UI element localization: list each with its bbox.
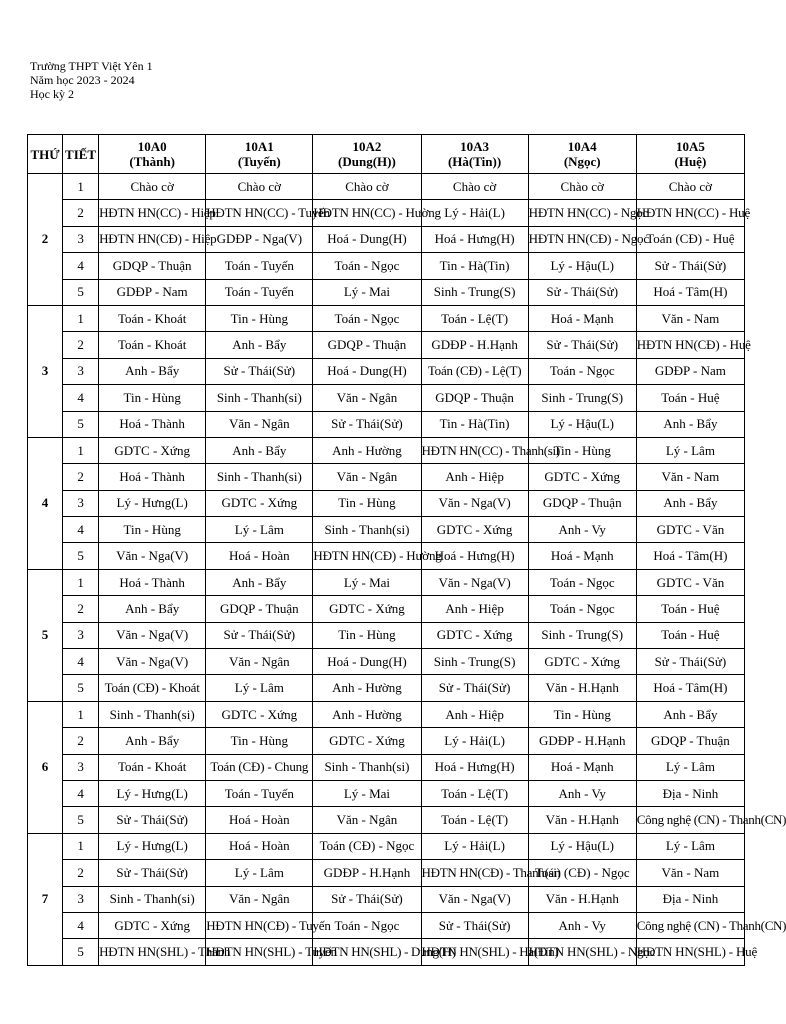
document-header — [30, 59, 153, 101]
lesson-cell: Toán - Huệ — [636, 622, 744, 648]
lesson-cell: Văn - Nam — [636, 305, 744, 331]
lesson-cell: HĐTN HN(CC) - Hường — [313, 200, 421, 226]
period-cell: 5 — [63, 279, 99, 305]
class-homeroom-teacher: (Hà(Tin)) — [447, 154, 502, 169]
lesson-cell: Lý - Hải(L) — [421, 200, 528, 226]
semester: Học kỳ 2 — [30, 87, 74, 101]
lesson-cell: Chào cờ — [421, 174, 528, 200]
lesson-cell: Sinh - Thanh(si) — [313, 754, 421, 780]
lesson-cell: Hoá - Hưng(H) — [421, 754, 528, 780]
period-cell: 3 — [63, 622, 99, 648]
lesson-cell: GDTC - Văn — [636, 569, 744, 595]
column-header-class — [99, 135, 206, 174]
period-cell: 4 — [63, 649, 99, 675]
day-cell: 4 — [28, 437, 63, 569]
lesson-cell: Toán - Khoát — [99, 305, 206, 331]
lesson-cell: Văn - Ngân — [313, 385, 421, 411]
lesson-cell: Anh - Bẩy — [99, 596, 206, 622]
table-row — [28, 754, 745, 780]
lesson-cell: Văn - Nga(V) — [99, 622, 206, 648]
lesson-cell: Sinh - Trung(S) — [421, 649, 528, 675]
lesson-cell: Toán (CĐ) - Chung — [206, 754, 313, 780]
lesson-cell: Hoá - Tâm(H) — [636, 675, 744, 701]
class-homeroom-teacher: (Ngọc) — [563, 154, 601, 169]
table-row — [28, 279, 745, 305]
lesson-cell: Lý - Hải(L) — [421, 728, 528, 754]
column-header-class — [421, 135, 528, 174]
lesson-cell: Sử - Thái(Sử) — [636, 649, 744, 675]
day-cell: 7 — [28, 833, 63, 965]
lesson-cell: GDQP - Thuận — [206, 596, 313, 622]
table-row — [28, 385, 745, 411]
class-homeroom-teacher: (Huệ) — [674, 154, 707, 169]
lesson-cell: Hoá - Dung(H) — [313, 649, 421, 675]
lesson-cell: Anh - Bẩy — [636, 411, 744, 437]
lesson-cell: Lý - Hậu(L) — [528, 833, 636, 859]
lesson-cell: Toán - Huệ — [636, 596, 744, 622]
lesson-cell: Lý - Hậu(L) — [528, 253, 636, 279]
lesson-cell: Văn - Ngân — [313, 807, 421, 833]
lesson-cell: GDQP - Thuận — [313, 332, 421, 358]
period-cell: 4 — [63, 517, 99, 543]
period-cell: 5 — [63, 939, 99, 965]
lesson-cell: Sử - Thái(Sử) — [636, 253, 744, 279]
lesson-cell: Chào cờ — [636, 174, 744, 200]
lesson-cell: HĐTN HN(CĐ) - Hường — [313, 543, 421, 569]
table-row — [28, 226, 745, 252]
lesson-cell: Sinh - Trung(S) — [528, 385, 636, 411]
period-cell: 5 — [63, 675, 99, 701]
lesson-cell: HĐTN HN(CĐ) - Tuyến — [206, 912, 313, 938]
period-cell: 2 — [63, 200, 99, 226]
table-row — [28, 622, 745, 648]
lesson-cell: Sử - Thái(Sử) — [421, 912, 528, 938]
lesson-cell: Sinh - Trung(S) — [421, 279, 528, 305]
lesson-cell: Toán - Khoát — [99, 332, 206, 358]
lesson-cell: Tin - Hùng — [313, 490, 421, 516]
table-row — [28, 649, 745, 675]
lesson-cell: Công nghệ (CN) - Thanh(CN) — [636, 912, 744, 938]
lesson-cell: Lý - Lâm — [206, 517, 313, 543]
lesson-cell: Hoá - Thành — [99, 411, 206, 437]
day-cell: 6 — [28, 701, 63, 833]
lesson-cell: GDTC - Văn — [636, 517, 744, 543]
lesson-cell: Toán (CĐ) - Huệ — [636, 226, 744, 252]
period-cell: 2 — [63, 860, 99, 886]
lesson-cell: Địa - Ninh — [636, 886, 744, 912]
lesson-cell: GDQP - Thuận — [636, 728, 744, 754]
lesson-cell: HĐTN HN(CC) - Thanh(si) — [421, 437, 528, 463]
lesson-cell: Toán - Khoát — [99, 754, 206, 780]
lesson-cell: Sử - Thái(Sử) — [313, 886, 421, 912]
lesson-cell: Tin - Hùng — [313, 622, 421, 648]
lesson-cell: Toán - Lệ(T) — [421, 807, 528, 833]
lesson-cell: Văn - Ngân — [313, 464, 421, 490]
lesson-cell: Anh - Bẩy — [99, 728, 206, 754]
lesson-cell: GDĐP - Nam — [99, 279, 206, 305]
lesson-cell: HĐTN HN(CĐ) - Thanh(si) — [421, 860, 528, 886]
period-cell: 3 — [63, 358, 99, 384]
table-row — [28, 253, 745, 279]
lesson-cell: Toán - Huệ — [636, 385, 744, 411]
lesson-cell: GDQP - Thuận — [421, 385, 528, 411]
lesson-cell: Lý - Lâm — [636, 833, 744, 859]
lesson-cell: Văn - Ngân — [206, 411, 313, 437]
lesson-cell: GDTC - Xứng — [99, 437, 206, 463]
lesson-cell: Anh - Hiệp — [421, 464, 528, 490]
lesson-cell: Hoá - Tâm(H) — [636, 543, 744, 569]
lesson-cell: Sử - Thái(Sử) — [206, 358, 313, 384]
column-header-class — [528, 135, 636, 174]
lesson-cell: Văn - Nga(V) — [421, 886, 528, 912]
lesson-cell: Tin - Hùng — [206, 305, 313, 331]
lesson-cell: Văn - H.Hạnh — [528, 886, 636, 912]
lesson-cell: Sinh - Thanh(si) — [99, 701, 206, 727]
lesson-cell: Hoá - Mạnh — [528, 754, 636, 780]
period-cell: 5 — [63, 543, 99, 569]
lesson-cell: Anh - Vy — [528, 912, 636, 938]
lesson-cell: Sử - Thái(Sử) — [528, 332, 636, 358]
lesson-cell: GDĐP - H.Hạnh — [313, 860, 421, 886]
column-header-thu: THỨ — [28, 135, 63, 174]
period-cell: 2 — [63, 596, 99, 622]
lesson-cell: Sinh - Thanh(si) — [313, 517, 421, 543]
lesson-cell: Toán (CĐ) - Ngọc — [528, 860, 636, 886]
lesson-cell: Toán - Ngọc — [528, 358, 636, 384]
lesson-cell: GDĐP - Nga(V) — [206, 226, 313, 252]
class-name: 10A2 — [352, 139, 382, 154]
lesson-cell: Sinh - Thanh(si) — [99, 886, 206, 912]
lesson-cell: Toán (CĐ) - Lệ(T) — [421, 358, 528, 384]
lesson-cell: Sinh - Thanh(si) — [206, 464, 313, 490]
lesson-cell: Chào cờ — [313, 174, 421, 200]
timetable-body — [28, 174, 786, 966]
lesson-cell: Anh - Vy — [528, 780, 636, 806]
lesson-cell: Sử - Thái(Sử) — [313, 411, 421, 437]
lesson-cell: Anh - Hường — [313, 701, 421, 727]
table-row — [28, 200, 745, 226]
timetable-header — [28, 135, 745, 174]
lesson-cell: Văn - Nga(V) — [99, 649, 206, 675]
timetable — [27, 134, 786, 966]
day-cell: 3 — [28, 305, 63, 437]
lesson-cell: Lý - Mai — [313, 780, 421, 806]
lesson-cell: Anh - Hường — [313, 675, 421, 701]
lesson-cell: Toán - Ngọc — [313, 253, 421, 279]
lesson-cell: Lý - Mai — [313, 279, 421, 305]
period-cell: 3 — [63, 226, 99, 252]
lesson-cell: GDTC - Xứng — [206, 490, 313, 516]
lesson-cell: GDQP - Thuận — [99, 253, 206, 279]
period-cell: 1 — [63, 569, 99, 595]
table-row — [28, 939, 745, 965]
lesson-cell: Hoá - Thành — [99, 464, 206, 490]
lesson-cell: HĐTN HN(CC) - Ngọc — [528, 200, 636, 226]
column-header-tiet: TIẾT — [63, 135, 99, 174]
lesson-cell: Anh - Bẩy — [99, 358, 206, 384]
table-row — [28, 464, 745, 490]
lesson-cell: Sử - Thái(Sử) — [99, 807, 206, 833]
lesson-cell: Lý - Hưng(L) — [99, 780, 206, 806]
lesson-cell: Hoá - Dung(H) — [313, 226, 421, 252]
lesson-cell: Toán (CĐ) - Ngọc — [313, 833, 421, 859]
class-name: 10A4 — [567, 139, 597, 154]
period-cell: 2 — [63, 332, 99, 358]
table-row — [28, 517, 745, 543]
lesson-cell: Hoá - Hoàn — [206, 833, 313, 859]
lesson-cell: Anh - Hiệp — [421, 596, 528, 622]
period-cell: 4 — [63, 780, 99, 806]
lesson-cell: Anh - Hiệp — [421, 701, 528, 727]
lesson-cell: Sử - Thái(Sử) — [206, 622, 313, 648]
lesson-cell: GDQP - Thuận — [528, 490, 636, 516]
column-header-class — [313, 135, 421, 174]
table-row — [28, 332, 745, 358]
period-cell: 3 — [63, 490, 99, 516]
day-cell: 5 — [28, 569, 63, 701]
table-row — [28, 833, 745, 859]
lesson-cell: Tin - Hùng — [99, 517, 206, 543]
class-homeroom-teacher: (Tuyến) — [237, 154, 281, 169]
lesson-cell: Toán - Ngọc — [528, 596, 636, 622]
lesson-cell: HĐTN HN(CC) - Hiệp — [99, 200, 206, 226]
lesson-cell: HĐTN HN(SHL) - Huệ — [636, 939, 744, 965]
lesson-cell: GDTC - Xứng — [313, 728, 421, 754]
lesson-cell: GDTC - Xứng — [528, 464, 636, 490]
table-row — [28, 569, 745, 595]
table-row — [28, 305, 745, 331]
period-cell: 1 — [63, 701, 99, 727]
lesson-cell: Hoá - Mạnh — [528, 543, 636, 569]
lesson-cell: Anh - Bẩy — [636, 490, 744, 516]
period-cell: 2 — [63, 728, 99, 754]
lesson-cell: GDTC - Xứng — [421, 622, 528, 648]
lesson-cell: Anh - Bẩy — [206, 332, 313, 358]
lesson-cell: Sử - Thái(Sử) — [99, 860, 206, 886]
lesson-cell: GDTC - Xứng — [528, 649, 636, 675]
class-name: 10A5 — [675, 139, 705, 154]
class-homeroom-teacher: (Thành) — [129, 154, 175, 169]
table-row — [28, 358, 745, 384]
lesson-cell: Hoá - Hoàn — [206, 807, 313, 833]
lesson-cell: Văn - Ngân — [206, 886, 313, 912]
period-cell: 1 — [63, 305, 99, 331]
lesson-cell: Lý - Hậu(L) — [528, 411, 636, 437]
lesson-cell: Anh - Vy — [528, 517, 636, 543]
lesson-cell: Sử - Thái(Sử) — [528, 279, 636, 305]
lesson-cell: Hoá - Mạnh — [528, 305, 636, 331]
lesson-cell: Toán - Lệ(T) — [421, 305, 528, 331]
day-cell: 2 — [28, 174, 63, 306]
lesson-cell: Văn - H.Hạnh — [528, 807, 636, 833]
lesson-cell: Sinh - Trung(S) — [528, 622, 636, 648]
lesson-cell: Anh - Hường — [313, 437, 421, 463]
table-row — [28, 490, 745, 516]
lesson-cell: Toán - Ngọc — [528, 569, 636, 595]
lesson-cell: Hoá - Tâm(H) — [636, 279, 744, 305]
lesson-cell: HĐTN HN(SHL) - Dung(H) — [313, 939, 421, 965]
lesson-cell: Chào cờ — [99, 174, 206, 200]
period-cell: 4 — [63, 385, 99, 411]
lesson-cell: GDĐP - Nam — [636, 358, 744, 384]
lesson-cell: HĐTN HN(SHL) - Thành — [99, 939, 206, 965]
lesson-cell: Lý - Lâm — [206, 675, 313, 701]
table-row — [28, 886, 745, 912]
period-cell: 1 — [63, 174, 99, 200]
lesson-cell: GDTC - Xứng — [99, 912, 206, 938]
table-row — [28, 596, 745, 622]
lesson-cell: Địa - Ninh — [636, 780, 744, 806]
lesson-cell: Văn - Nga(V) — [99, 543, 206, 569]
table-row — [28, 675, 745, 701]
table-row — [28, 411, 745, 437]
column-header-class — [206, 135, 313, 174]
class-name: 10A1 — [244, 139, 274, 154]
period-cell: 4 — [63, 912, 99, 938]
lesson-cell: Toán - Tuyến — [206, 253, 313, 279]
lesson-cell: HĐTN HN(CĐ) - Hiệp — [99, 226, 206, 252]
lesson-cell: Văn - H.Hạnh — [528, 675, 636, 701]
class-homeroom-teacher: (Dung(H)) — [338, 154, 396, 169]
lesson-cell: Tin - Hà(Tin) — [421, 253, 528, 279]
lesson-cell: Tin - Hùng — [528, 437, 636, 463]
table-row — [28, 728, 745, 754]
class-name: 10A0 — [137, 139, 167, 154]
lesson-cell: Toán - Tuyến — [206, 780, 313, 806]
lesson-cell: Toán (CĐ) - Khoát — [99, 675, 206, 701]
lesson-cell: Toán - Ngọc — [313, 912, 421, 938]
table-row — [28, 174, 745, 200]
period-cell: 5 — [63, 807, 99, 833]
lesson-cell: Sinh - Thanh(si) — [206, 385, 313, 411]
period-cell: 5 — [63, 411, 99, 437]
lesson-cell: Tin - Hùng — [206, 728, 313, 754]
lesson-cell: Lý - Hải(L) — [421, 833, 528, 859]
lesson-cell: Lý - Lâm — [636, 754, 744, 780]
table-row — [28, 701, 745, 727]
lesson-cell: Sử - Thái(Sử) — [421, 675, 528, 701]
period-cell: 3 — [63, 886, 99, 912]
lesson-cell: Anh - Bẩy — [206, 437, 313, 463]
lesson-cell: Lý - Lâm — [206, 860, 313, 886]
lesson-cell: Lý - Hưng(L) — [99, 833, 206, 859]
lesson-cell: Anh - Bẩy — [206, 569, 313, 595]
school-name: Trường THPT Việt Yên 1 — [30, 59, 153, 73]
lesson-cell: Văn - Ngân — [206, 649, 313, 675]
lesson-cell: Lý - Hưng(L) — [99, 490, 206, 516]
lesson-cell: Anh - Bẩy — [636, 701, 744, 727]
lesson-cell: Chào cờ — [528, 174, 636, 200]
lesson-cell: Hoá - Hưng(H) — [421, 226, 528, 252]
lesson-cell: Toán - Ngọc — [313, 305, 421, 331]
lesson-cell: HĐTN HN(SHL) - Ngọc — [528, 939, 636, 965]
period-cell: 1 — [63, 833, 99, 859]
lesson-cell: Hoá - Dung(H) — [313, 358, 421, 384]
table-row — [28, 437, 745, 463]
lesson-cell: Văn - Nam — [636, 464, 744, 490]
lesson-cell: Toán - Lệ(T) — [421, 780, 528, 806]
lesson-cell: Tin - Hùng — [99, 385, 206, 411]
lesson-cell: GDĐP - H.Hạnh — [421, 332, 528, 358]
lesson-cell: Toán - Tuyến — [206, 279, 313, 305]
lesson-cell: Hoá - Thành — [99, 569, 206, 595]
lesson-cell: Tin - Hà(Tin) — [421, 411, 528, 437]
lesson-cell: Văn - Nga(V) — [421, 569, 528, 595]
table-row — [28, 860, 745, 886]
table-row — [28, 780, 745, 806]
period-cell: 4 — [63, 253, 99, 279]
table-row — [28, 543, 745, 569]
school-year: Năm học 2023 - 2024 — [30, 73, 135, 87]
lesson-cell: Tin - Hùng — [528, 701, 636, 727]
lesson-cell: Lý - Mai — [313, 569, 421, 595]
table-row — [28, 912, 745, 938]
lesson-cell: GDTC - Xứng — [421, 517, 528, 543]
lesson-cell: Văn - Nam — [636, 860, 744, 886]
lesson-cell: HĐTN HN(SHL) - Tuyến — [206, 939, 313, 965]
lesson-cell: Lý - Lâm — [636, 437, 744, 463]
table-row — [28, 807, 745, 833]
lesson-cell: Văn - Nga(V) — [421, 490, 528, 516]
lesson-cell: Hoá - Hưng(H) — [421, 543, 528, 569]
lesson-cell: HĐTN HN(SHL) - Hà(Tin) — [421, 939, 528, 965]
lesson-cell: Công nghệ (CN) - Thanh(CN) — [636, 807, 744, 833]
class-name: 10A3 — [460, 139, 490, 154]
lesson-cell: HĐTN HN(CC) - Tuyến — [206, 200, 313, 226]
lesson-cell: GDTC - Xứng — [206, 701, 313, 727]
lesson-cell: GDTC - Xứng — [313, 596, 421, 622]
lesson-cell: HĐTN HN(CĐ) - Huệ — [636, 332, 744, 358]
lesson-cell: Hoá - Hoàn — [206, 543, 313, 569]
period-cell: 1 — [63, 437, 99, 463]
lesson-cell: GDĐP - H.Hạnh — [528, 728, 636, 754]
lesson-cell: Chào cờ — [206, 174, 313, 200]
lesson-cell: HĐTN HN(CC) - Huệ — [636, 200, 744, 226]
lesson-cell: HĐTN HN(CĐ) - Ngọc — [528, 226, 636, 252]
period-cell: 2 — [63, 464, 99, 490]
column-header-class — [636, 135, 744, 174]
period-cell: 3 — [63, 754, 99, 780]
